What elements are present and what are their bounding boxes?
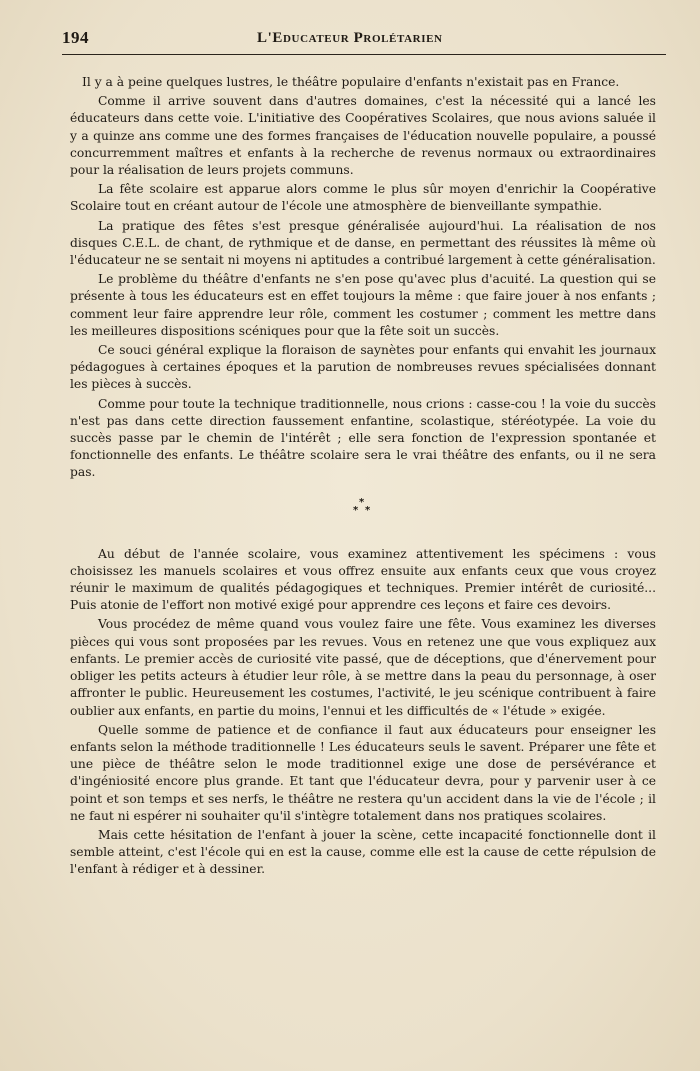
paragraph: Il y a à peine quelques lustres, le théâtre populaire d'enfants n'existait pas en France. [82, 75, 620, 89]
asterisk: * [359, 496, 365, 508]
section-separator [70, 484, 656, 546]
asterisk: * [353, 504, 359, 516]
paragraph: Comme il arrive souvent dans d'autres domaines, c'est la nécessité qui a lancé les éducateurs dans cette voie. L'initiative des Coopératives Scolaires, que nous avions saluée il y a quinze ans comme une des formes françaises de l'éducation nouvelle populaire, a poussé concurremment maîtres et enfants à la recherche de revenus normaux ou extraordinaires pour la réalisation de leurs projets communs. [70, 94, 656, 178]
asterisk: * [365, 504, 371, 516]
paragraph: Vous procédez de même quand vous voulez faire une fête. Vous examinez les diverses pièces qui vous sont proposées par les revues. Vous en retenez une que vous expliquez aux enfants. Le premier accès de curiosité vite passé, que de déceptions, que d'énervement pour obliger les petits acteurs à étudier leur rôle, à se mettre dans la peau du personnage, à oser affronter le public. Heureusement les costumes, l'activité, le jeu scénique contribuent à faire oublier aux enfants, en partie du moins, l'ennui et les difficultés de « l'étude » exigée. [70, 617, 656, 718]
section-2 [70, 546, 656, 879]
asterism-icon [351, 498, 375, 518]
paragraph: Le problème du théâtre d'enfants ne s'en pose qu'avec plus d'acuité. La question qui se présente à tous les éducateurs est en effet toujours la même : que faire jouer à nos enfants ; comment leur faire apprendre leur rôle, comment les costumer ; comment les mettre dans les meilleures dispositions scéniques pour que la fête soit un succès. [70, 272, 656, 338]
page-header [62, 28, 666, 55]
paragraph: Comme pour toute la technique traditionnelle, nous crions : casse-cou ! la voie du succès n'est pas dans cette direction faussement enfantine, scolastique, stéréotypée. La voie du succès passe par le chemin de l'intérêt ; elle sera fonction de l'expression spontanée et fonctionnelle des enfants. Le théâtre scolaire sera le vrai théâtre des enfants, ou il ne sera pas. [70, 396, 656, 480]
section-1 [70, 74, 656, 482]
article-body [70, 74, 656, 881]
page-number: 194 [62, 28, 89, 47]
paragraph: Quelle somme de patience et de confiance il faut aux éducateurs pour enseigner les enfants selon la méthode traditionnelle ! Les éducateurs seuls le savent. Préparer une fête et une pièce de théâtre selon le mode traditionnel exige une dose de persévérance et d'ingéniosité encore plus grande. Et tant que l'éducateur devra, pour y parvenir user à ce point et son temps et ses nerfs, le théâtre ne restera qu'un accident dans la vie de l'école ; il ne faut ni espérer ni souhaiter qu'il s'intègre totalement dans nos pratiques scolaires. [70, 722, 656, 823]
paragraph: Mais cette hésitation de l'enfant à jouer la scène, cette incapacité fonctionnelle dont il semble atteint, c'est l'école qui en est la cause, comme elle est la cause de cette répulsion de l'enfant à rédiger et à dessiner. [70, 827, 656, 877]
paragraph: Ce souci général explique la floraison de saynètes pour enfants qui envahit les journaux pédagogues à certaines époques et la parution de nombreuses revues spécialisées donnant les pièces à succès. [70, 343, 656, 392]
running-title: L'Educateur Prolétarien [257, 30, 443, 46]
paragraph: Au début de l'année scolaire, vous examinez attentivement les spécimens : vous choisissez les manuels scolaires et vous offrez ensuite aux enfants ceux que vous croyez réunir le maximum de qualités pédagogiques et techniques. Premier intérêt de curiosité... Puis atonie de l'effort non motivé exigé pour apprendre ces leçons et faire ces devoirs. [70, 546, 656, 613]
paragraph: La fête scolaire est apparue alors comme le plus sûr moyen d'enrichir la Coopérative Scolaire tout en créant autour de l'école une atmosphère de bienveillante sympathie. [70, 182, 656, 214]
paragraph: La pratique des fêtes s'est presque généralisée aujourd'hui. La réalisation de nos disques C.E.L. de chant, de rythmique et de danse, en permettant des réussites là même où l'éducateur ne se sentait ni moyens ni aptitudes a contribué largement à cette généralisation. [70, 218, 656, 268]
